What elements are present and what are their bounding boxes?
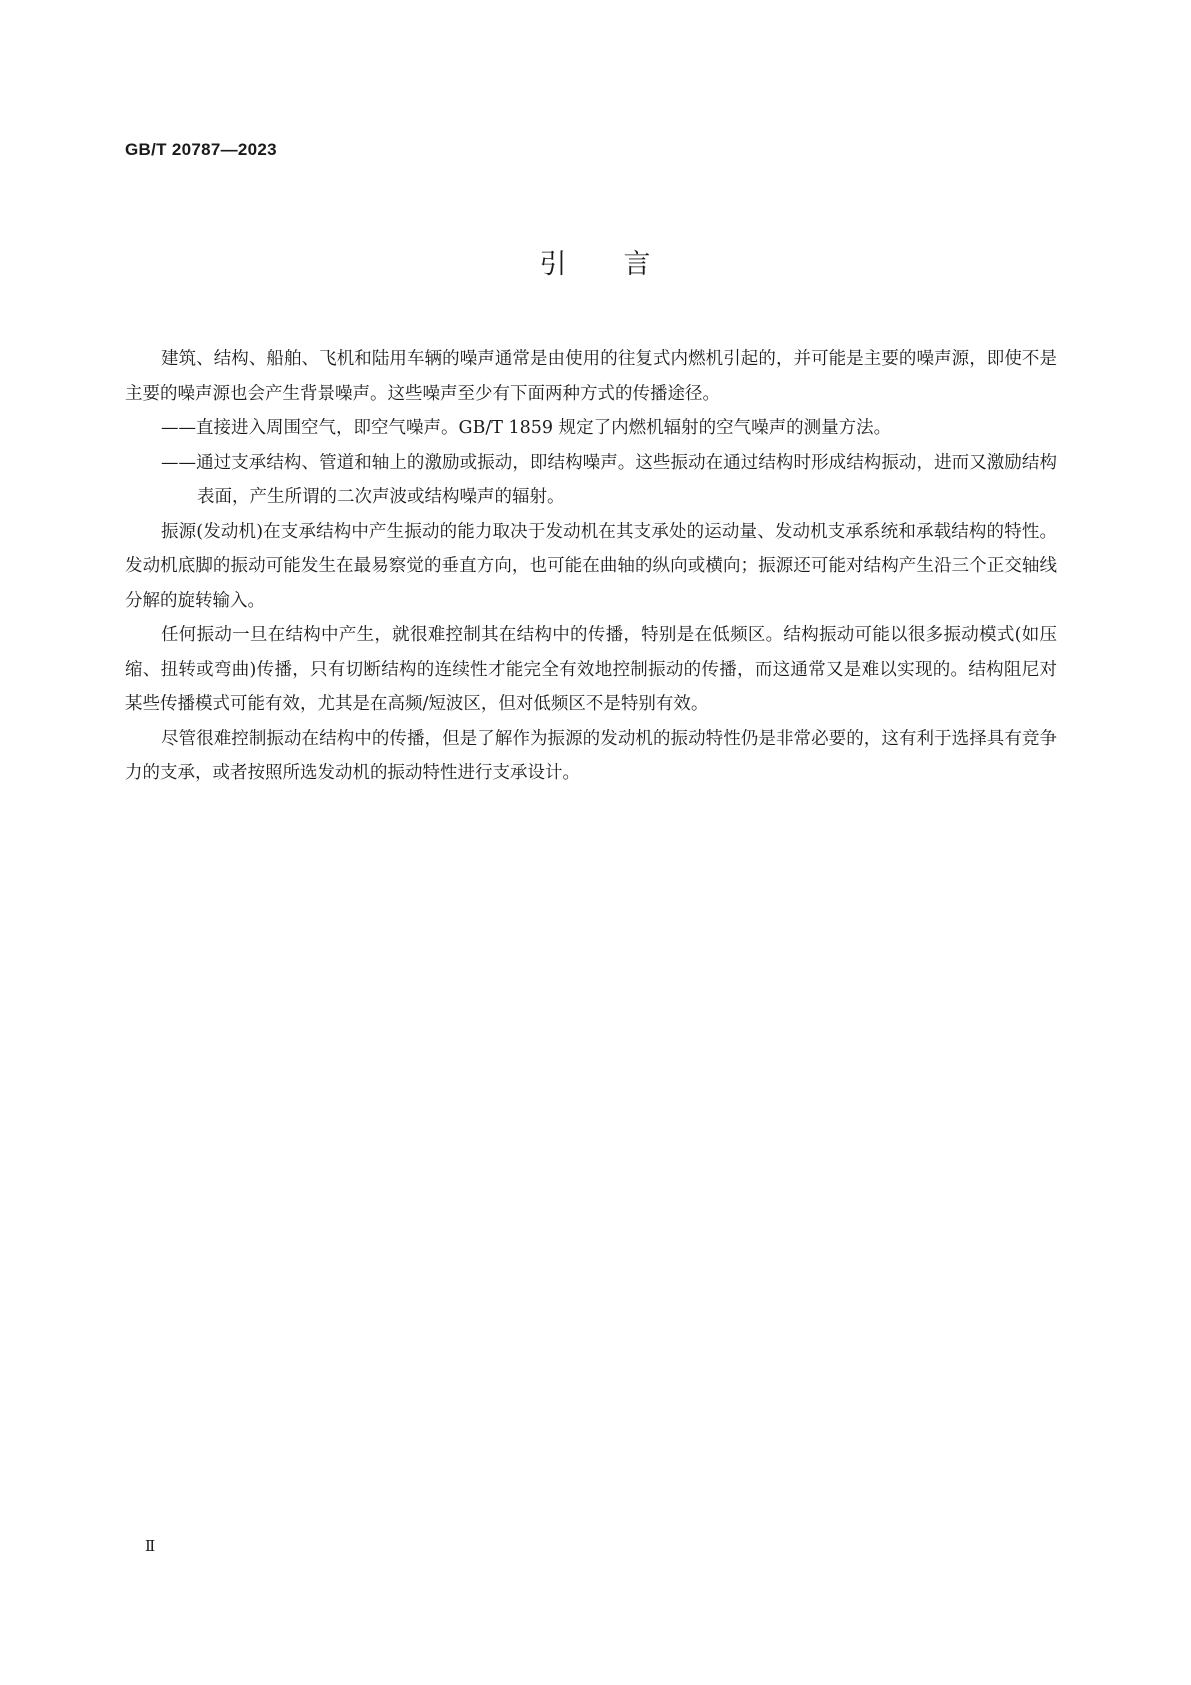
title-char-2: 言: [623, 249, 652, 280]
page-number: Ⅱ: [145, 1537, 156, 1555]
paragraph-vibration-characteristics: 尽管很难控制振动在结构中的传播，但是了解作为振源的发动机的振动特性仍是非常必要的，这有利于选择具有竞争力的支承，或者按照所选发动机的振动特性进行支承设计。: [125, 728, 1057, 783]
paragraph-noise-sources: 建筑、结构、船舶、飞机和陆用车辆的噪声通常是由使用的往复式内燃机引起的，并可能是主要的噪声源，即使不是主要的噪声源也会产生背景噪声。这些噪声至少有下面两种方式的传播途径。: [125, 349, 1057, 404]
paragraph-vibration-source: 振源(发动机)在支承结构中产生振动的能力取决于发动机在其支承处的运动量、发动机支承系统和承载结构的特性。发动机底脚的振动可能发生在最易察觉的垂直方向，也可能在曲轴的纵向或横向；振源还可能对结构产生沿三个正交轴线分解的旋转输入。: [125, 521, 1057, 611]
standard-code: GB/T 20787—2023: [125, 140, 277, 159]
list-item-structure-borne-noise: ——通过支承结构、管道和轴上的激励或振动，即结构噪声。这些振动在通过结构时形成结构振动，进而又激励结构表面，产生所谓的二次声波或结构噪声的辐射。: [161, 452, 1057, 507]
list-item-airborne-noise: ——直接进入周围空气，即空气噪声。GB/T 1859 规定了内燃机辐射的空气噪声的测量方法。: [161, 418, 892, 438]
title-char-1: 引: [539, 249, 568, 280]
paragraph-vibration-propagation: 任何振动一旦在结构中产生，就很难控制其在结构中的传播，特别是在低频区。结构振动可能以很多振动模式(如压缩、扭转或弯曲)传播，只有切断结构的连续性才能完全有效地控制振动的传播，而这通常又是难以实现的。结构阻尼对某些传播模式可能有效，尤其是在高频/短波区，但对低频区不是特别有效。: [125, 625, 1057, 714]
introduction-body: [125, 342, 1057, 791]
page-title: [0, 242, 1191, 281]
